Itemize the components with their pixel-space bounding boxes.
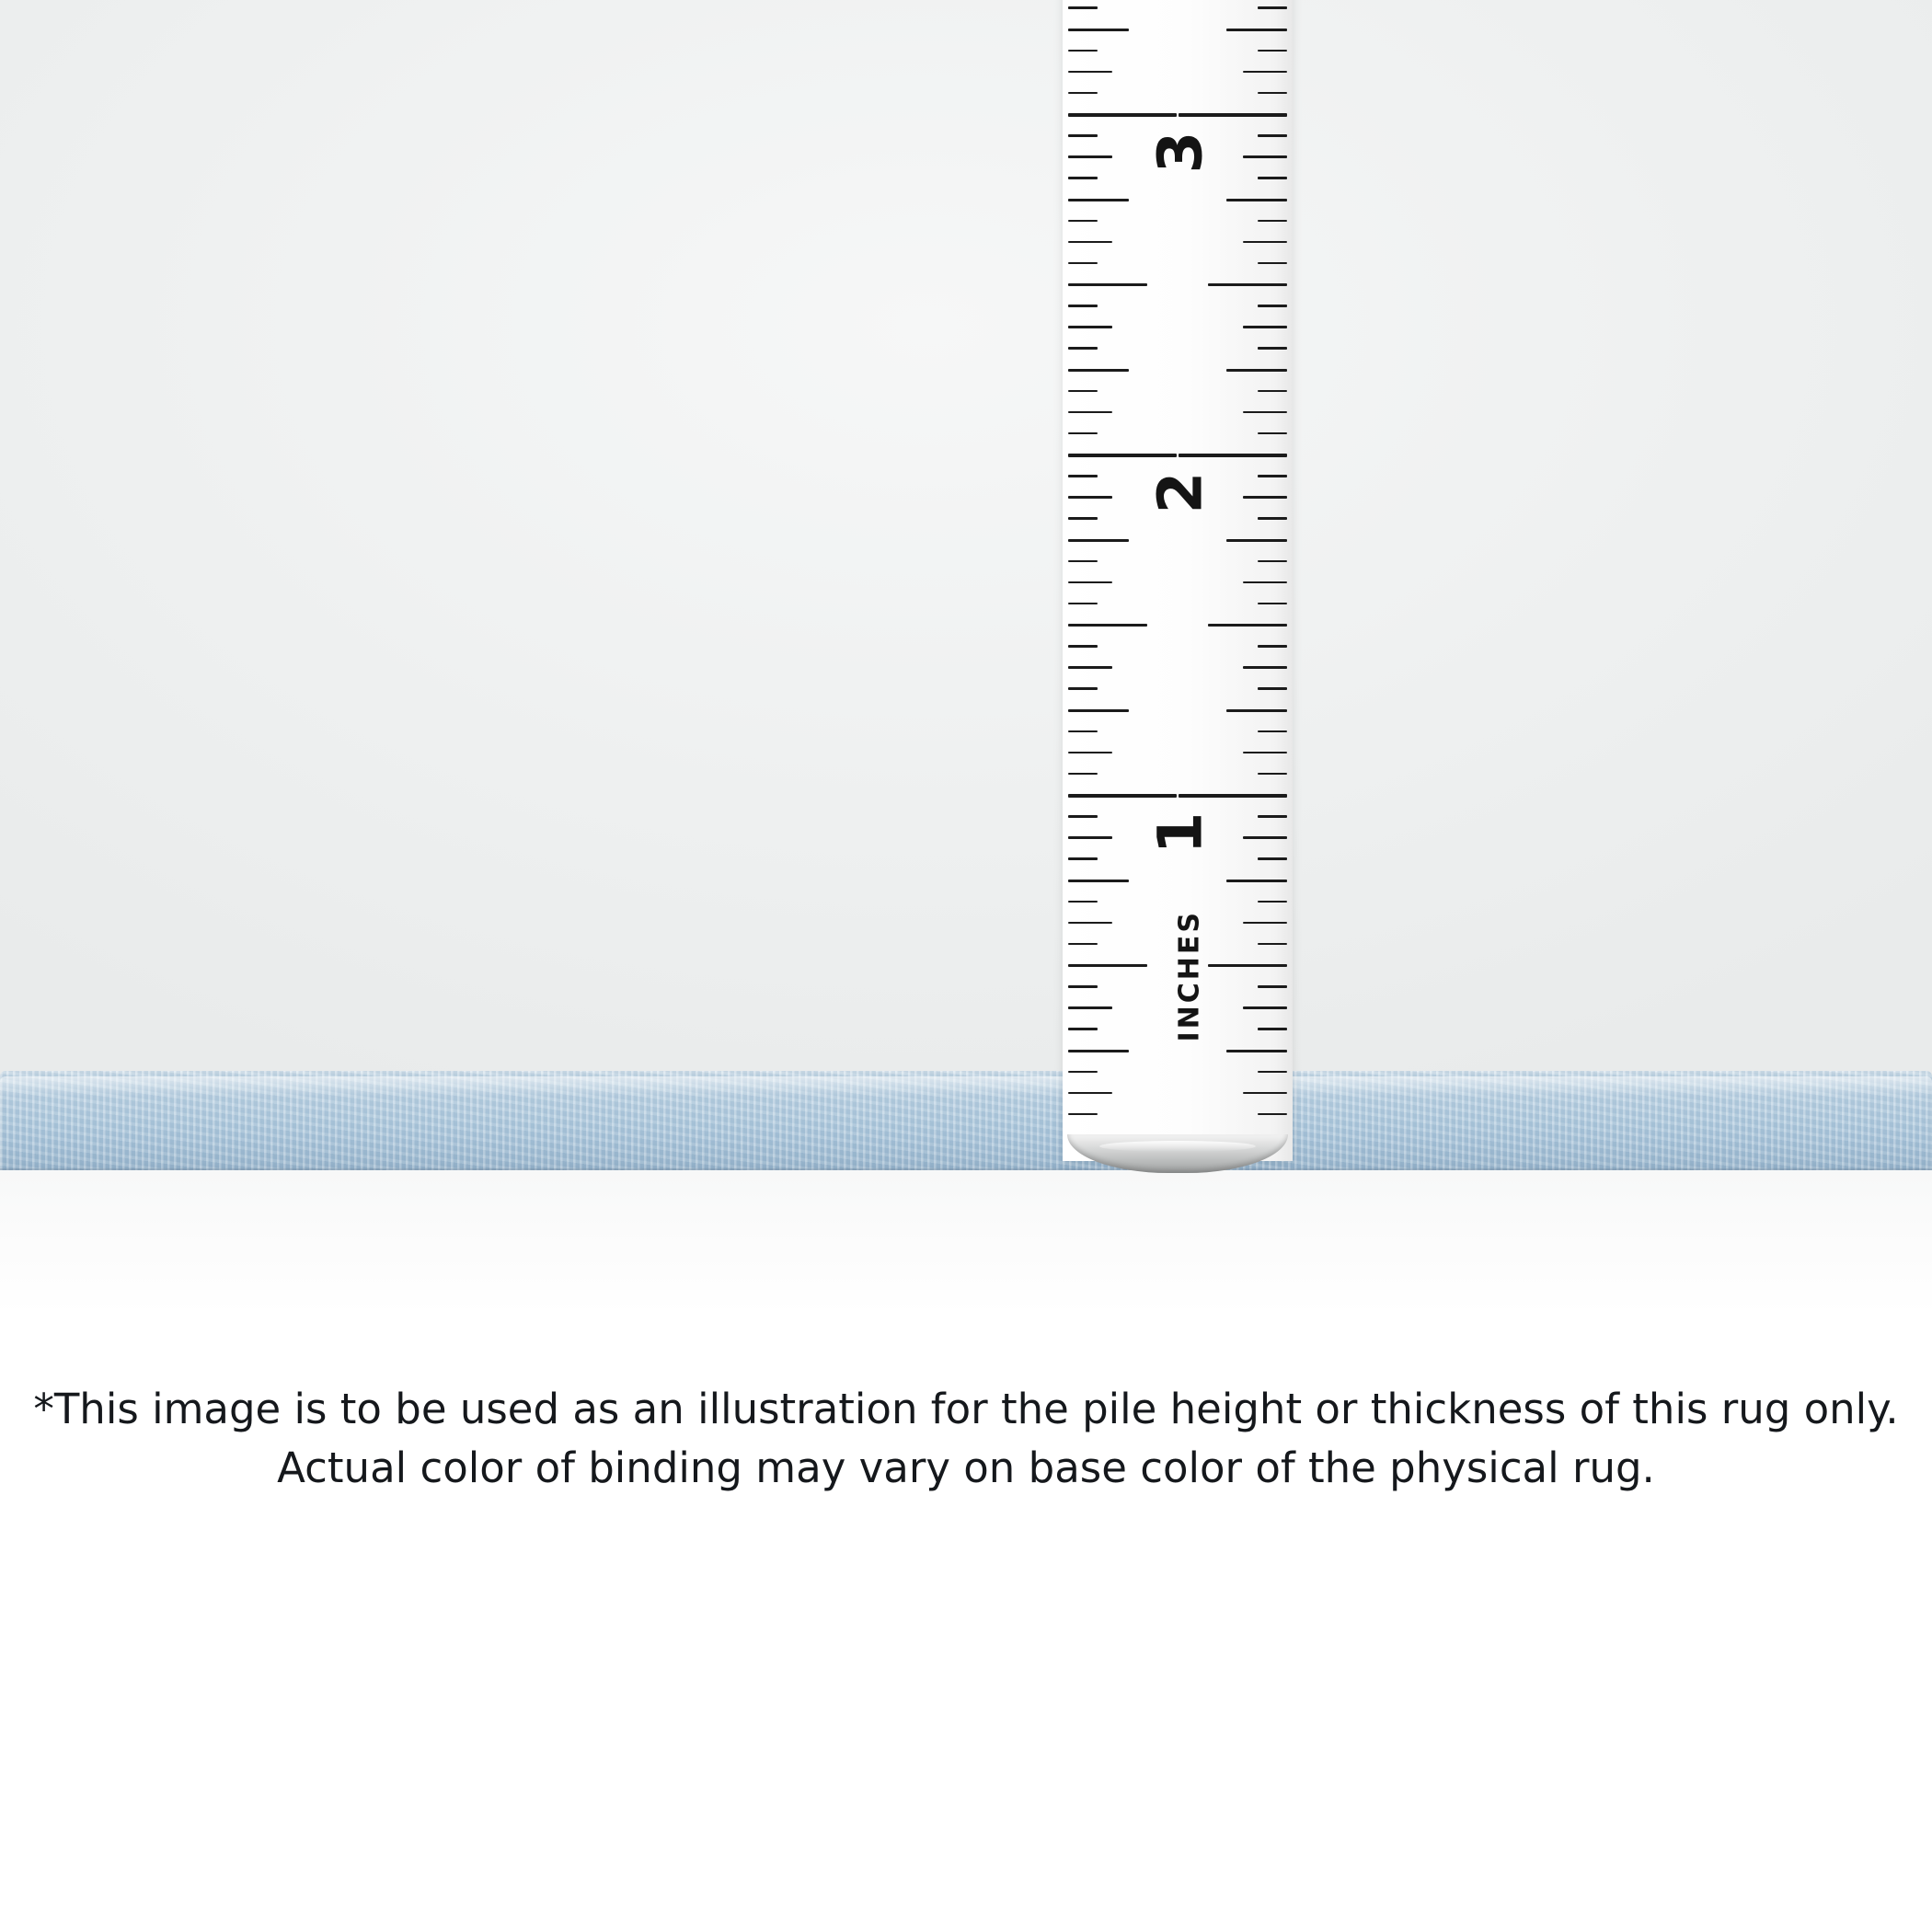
ruler-tick	[1243, 71, 1287, 74]
ruler-tick	[1258, 220, 1287, 223]
ruler-tick	[1068, 560, 1098, 563]
ruler-tick	[1258, 730, 1287, 733]
ruler-tick	[1226, 709, 1287, 712]
ruler-tick	[1068, 857, 1098, 860]
ruler-tick	[1068, 390, 1098, 393]
ruler-tick	[1068, 454, 1177, 457]
ruler-number-3: 3	[1144, 130, 1216, 174]
ruler-tick	[1068, 199, 1129, 201]
floor-surface	[0, 1170, 1932, 1316]
ruler-tick	[1068, 517, 1098, 520]
ruler-tick	[1068, 71, 1112, 74]
ruler-tick	[1068, 730, 1098, 733]
ruler-tick	[1258, 475, 1287, 477]
ruler-tick	[1258, 177, 1287, 179]
caption-line-2: Actual color of binding may vary on base color of the physical rug.	[277, 1443, 1655, 1492]
ruler-tick	[1243, 1092, 1287, 1095]
ruler-tick	[1068, 815, 1098, 818]
ruler-tick	[1243, 326, 1287, 328]
ruler-tick	[1068, 581, 1112, 584]
ruler-tick	[1243, 496, 1287, 499]
ruler-tick	[1258, 603, 1287, 605]
ruler-unit-label: INCHES	[1173, 910, 1206, 1042]
ruler-tick	[1068, 943, 1098, 946]
ruler-tick	[1068, 836, 1112, 839]
ruler-tick	[1068, 262, 1098, 265]
ruler-tick	[1068, 964, 1147, 967]
ruler-tick	[1068, 347, 1098, 350]
ruler-tick	[1243, 241, 1287, 244]
ruler-tick	[1243, 836, 1287, 839]
ruler-tick	[1243, 155, 1287, 158]
ruler-tick	[1258, 901, 1287, 903]
ruler-tick	[1068, 666, 1112, 669]
rug-binding-edge	[0, 1071, 1932, 1174]
ruler-tick	[1068, 645, 1098, 648]
ruler-tick	[1068, 220, 1098, 223]
ruler-tick	[1258, 773, 1287, 776]
ruler-tick	[1068, 985, 1098, 988]
ruler-tick	[1068, 1050, 1129, 1052]
ruler-tick	[1068, 687, 1098, 690]
ruler-tick	[1068, 113, 1177, 117]
ruler-tick	[1258, 687, 1287, 690]
ruler-tick	[1258, 857, 1287, 860]
ruler-tick	[1068, 1092, 1112, 1095]
ruler-tick	[1068, 50, 1098, 52]
ruler-tick	[1068, 29, 1129, 31]
ruler-tick	[1068, 155, 1112, 158]
ruler-tick	[1068, 6, 1098, 9]
caption-line-1: *This image is to be used as an illustration for the pile height or thickness of this rug only.	[33, 1385, 1899, 1433]
ruler-tick	[1258, 50, 1287, 52]
ruler-tick	[1068, 1071, 1098, 1074]
ruler-tick	[1258, 92, 1287, 95]
ruler-tick	[1068, 326, 1112, 328]
ruler-tick	[1068, 624, 1147, 627]
ruler-tick	[1258, 645, 1287, 648]
ruler-tick	[1208, 624, 1287, 627]
ruler-tick	[1068, 901, 1098, 903]
rug-top-highlight	[0, 1076, 1932, 1097]
ruler-tick	[1068, 773, 1098, 776]
ruler-tick	[1258, 134, 1287, 137]
ruler-tick	[1068, 752, 1112, 754]
ruler-tick	[1068, 305, 1098, 307]
ruler-tick	[1243, 666, 1287, 669]
ruler-tick	[1068, 432, 1098, 435]
ruler-tick	[1258, 262, 1287, 265]
ruler-tick	[1226, 369, 1287, 372]
ruler-tick	[1258, 517, 1287, 520]
ruler-tick	[1258, 432, 1287, 435]
ruler-tick	[1258, 390, 1287, 393]
ruler-tip-highlight	[1099, 1141, 1256, 1152]
ruler-tick	[1068, 283, 1147, 286]
ruler-tick	[1258, 985, 1287, 988]
ruler-tick	[1226, 539, 1287, 542]
ruler-tick	[1068, 1113, 1098, 1116]
ruler-tick	[1243, 922, 1287, 925]
ruler-tick	[1068, 880, 1129, 882]
ruler-tick	[1258, 347, 1287, 350]
ruler-tick	[1068, 177, 1098, 179]
ruler-tick	[1068, 241, 1112, 244]
ruler-tick	[1226, 199, 1287, 201]
ruler-number-1: 1	[1144, 811, 1216, 855]
ruler-tick	[1258, 1028, 1287, 1030]
ruler-tick	[1068, 603, 1098, 605]
disclaimer-caption	[0, 1380, 1932, 1498]
ruler-tick	[1068, 794, 1177, 798]
ruler-tick	[1068, 475, 1098, 477]
ruler-tick	[1068, 92, 1098, 95]
ruler-tick	[1243, 411, 1287, 414]
measuring-ruler	[1063, 0, 1293, 1161]
ruler-tick	[1258, 6, 1287, 9]
ruler-tick	[1258, 1071, 1287, 1074]
ruler-number-2: 2	[1144, 470, 1216, 514]
ruler-tick	[1226, 1050, 1287, 1052]
ruler-tick	[1258, 305, 1287, 307]
ruler-tick	[1243, 581, 1287, 584]
ruler-tick	[1226, 880, 1287, 882]
ruler-tick	[1258, 943, 1287, 946]
ruler-tick	[1208, 283, 1287, 286]
ruler-tick	[1179, 454, 1287, 457]
ruler-tick	[1208, 964, 1287, 967]
ruler-tick	[1179, 113, 1287, 117]
ruler-tick	[1226, 29, 1287, 31]
ruler-tick	[1068, 709, 1129, 712]
ruler-tick	[1068, 1028, 1098, 1030]
ruler-tick	[1068, 134, 1098, 137]
ruler-tick	[1068, 411, 1112, 414]
ruler-tick	[1258, 1113, 1287, 1116]
ruler-tick	[1258, 560, 1287, 563]
ruler-tick	[1068, 496, 1112, 499]
ruler-tick	[1068, 922, 1112, 925]
ruler-tick	[1243, 1006, 1287, 1009]
ruler-tick	[1068, 369, 1129, 372]
ruler-tick	[1068, 1006, 1112, 1009]
ruler-tick	[1179, 794, 1287, 798]
ruler-tick	[1068, 539, 1129, 542]
ruler-tick	[1258, 815, 1287, 818]
ruler-tick	[1243, 752, 1287, 754]
